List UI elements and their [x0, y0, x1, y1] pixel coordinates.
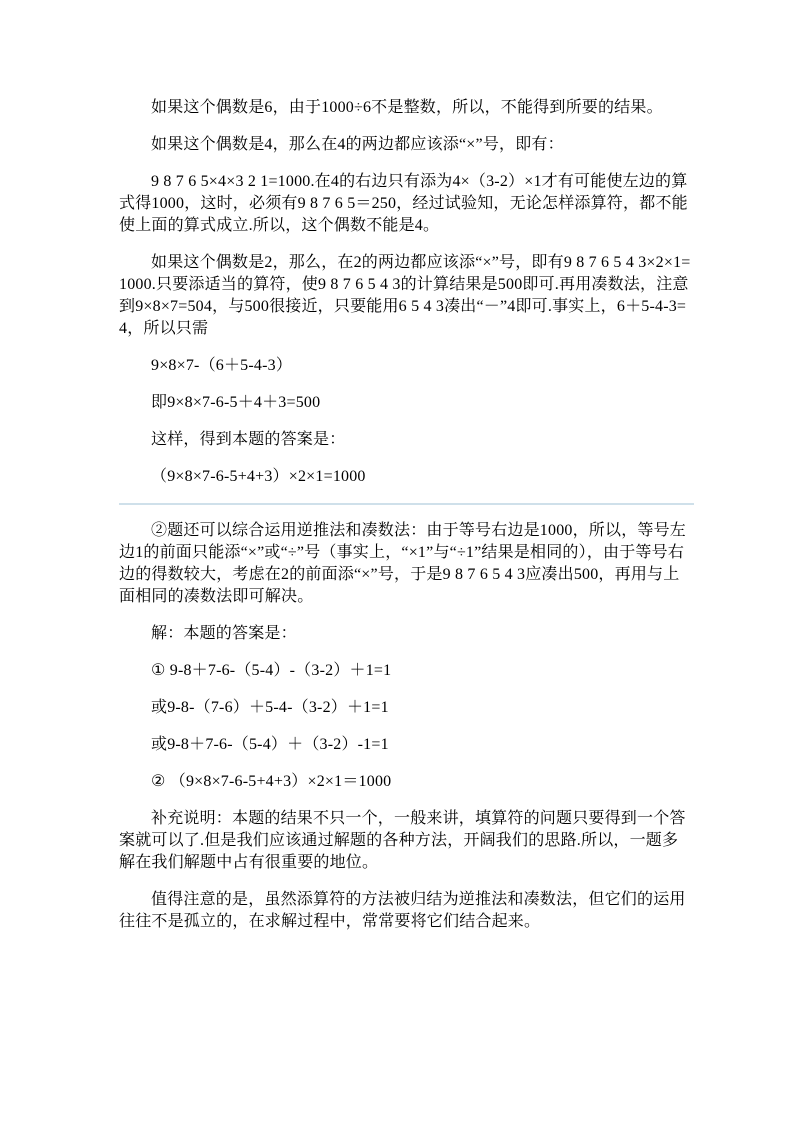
formula-line: 即9×8×7-6-5＋4＋3=500 [151, 394, 321, 411]
formula-line-answer-1-alt: 或9-8-（7-6）＋5-4-（3-2）＋1=1 [151, 699, 389, 716]
paragraph-case-2-analysis: 如果这个偶数是2，那么，在2的两边都应该添“×”号，即有9 8 7 6 5 4 3×2×1=1000.只要添适当的算符，使9 8 7 6 5 4 3的计算结果是500即可.再用凑数法，注意到9×8×7=504，与500很接近，只要能用6 5 4 3凑出“－”4即可.事实上，6＋5-4-3=4，所以只需 [119, 254, 691, 337]
formula-line-answer-1-alt2: 或9-8＋7-6-（5-4）＋（3-2）-1=1 [151, 736, 389, 753]
paragraph-case-4-intro: 如果这个偶数是4，那么在4的两边都应该添“×”号，即有： [151, 136, 564, 153]
paragraph-solution-intro: 解：本题的答案是： [151, 625, 297, 642]
paragraph-case-4-analysis: 9 8 7 6 5×4×3 2 1=1000.在4的右边只有添为4×（3-2）×1才有可能使左边的算式得1000，这时，必须有9 8 7 6 5＝250，经过试验知，无论怎样添算符，都不能使上面的算式成立.所以，这个偶数不能是4。 [119, 173, 688, 234]
section-divider [119, 503, 694, 505]
paragraph-supplementary-note: 补充说明：本题的结果不只一个，一般来讲，填算符的问题只要得到一个答案就可以了.但是我们应该通过解题的各种方法，开阔我们的思路.所以，一题多解在我们解题中占有很重要的地位。 [119, 810, 686, 871]
formula-line: 9×8×7-（6＋5-4-3） [151, 357, 293, 374]
formula-line: （9×8×7-6-5+4+3）×2×1=1000 [151, 468, 366, 485]
formula-line-answer-1: ① 9-8＋7-6-（5-4）-（3-2）＋1=1 [151, 662, 392, 679]
formula-line-answer-2: ② （9×8×7-6-5+4+3）×2×1＝1000 [151, 773, 392, 790]
paragraph-closing-note: 值得注意的是，虽然添算符的方法被归结为逆推法和凑数法，但它们的运用往往不是孤立的，在求解过程中，常常要将它们结合起来。 [119, 891, 686, 930]
paragraph-case-6: 如果这个偶数是6，由于1000÷6不是整数，所以，不能得到所要的结果。 [151, 99, 663, 116]
paragraph-method-2: ②题还可以综合运用逆推法和凑数法：由于等号右边是1000，所以，等号左边1的前面只能添“×”或“÷”号（事实上，“×1”与“÷1”结果是相同的），由于等号右边的得数较大，考虑在2的前面添“×”号，于是9 8 7 6 5 4 3应凑出500，再用与上面相同的凑数法即可解决。 [119, 522, 687, 605]
paragraph-answer-intro: 这样，得到本题的答案是： [151, 431, 346, 448]
